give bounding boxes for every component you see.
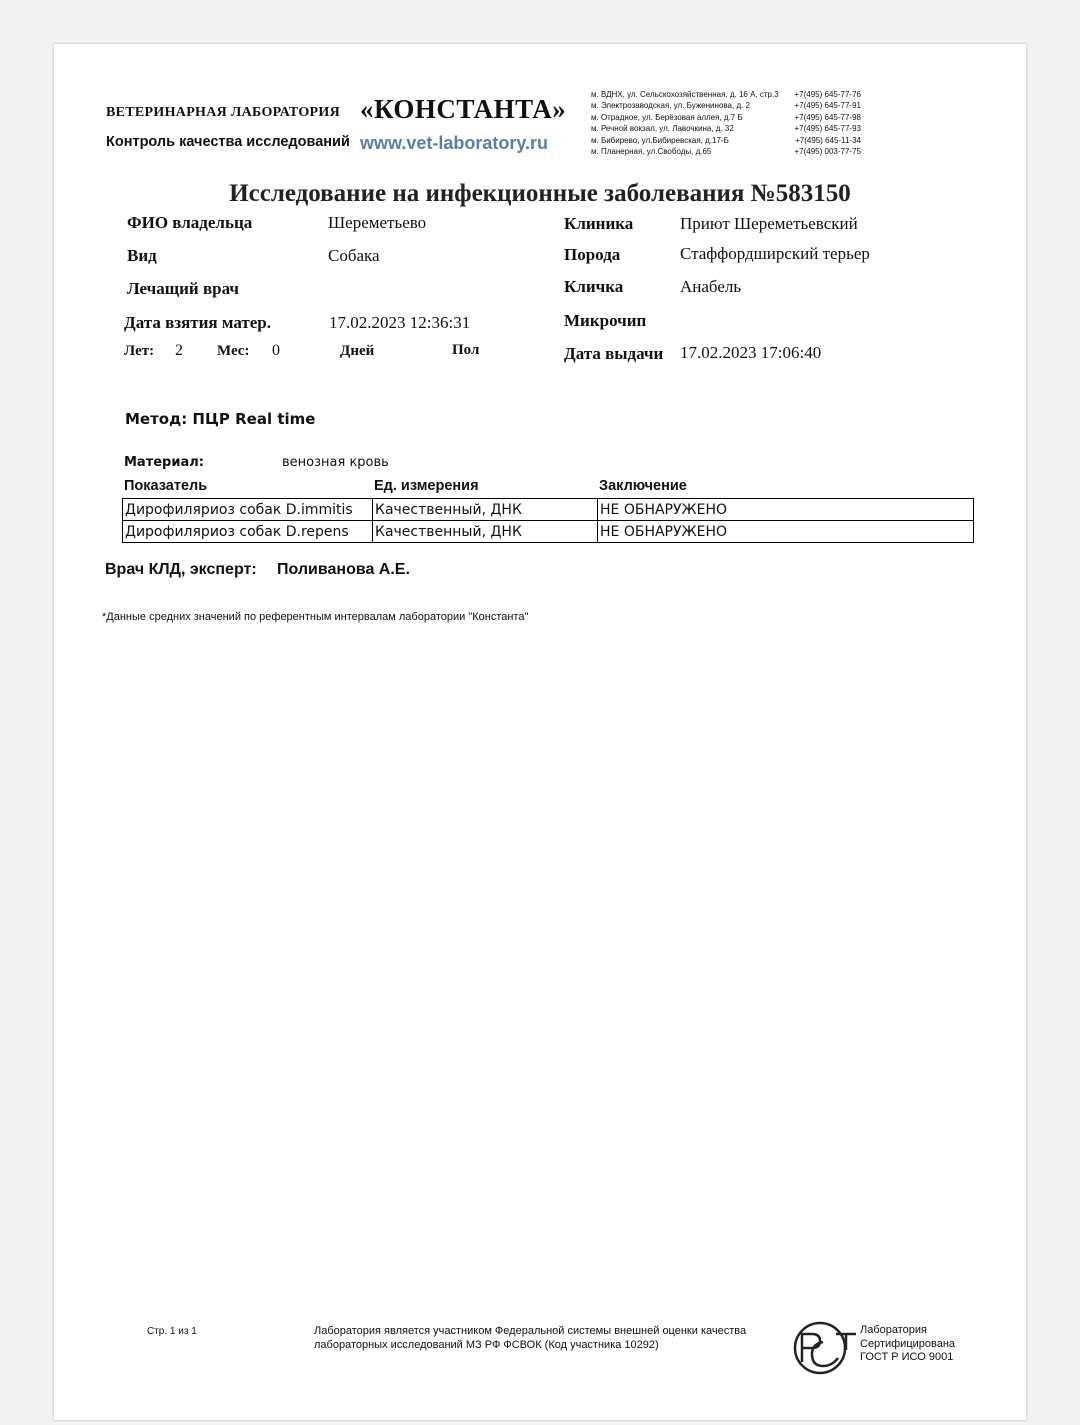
breed-label: Порода [564,245,621,264]
material-value: венозная кровь [282,455,389,470]
branch-item [591,146,861,157]
indicator-cell: Дирофиляриоз собак D.repens [123,521,373,543]
branch-address: м. Электрозаводская, ул. Буженинова, д. 2 [591,101,751,111]
column-header-unit: Ед. измерения [374,478,479,494]
column-header-conclusion: Заключение [599,478,687,494]
owner-label: ФИО владельца [127,213,253,232]
branch-address: м. Речной вокзал, ул. Лавочкина, д. 32 [591,124,734,134]
rst-certification-logo-icon [792,1320,860,1376]
branch-phone: +7(495) 645-77-76 [794,90,861,99]
branch-phone: +7(495) 645-11-34 [795,135,861,145]
lab-website: www.vet-laboratory.ru [360,133,549,153]
method-text: Метод: ПЦР Real time [125,410,316,428]
branch-phone: +7(495) 645-77-93 [794,124,861,134]
branch-phone: +7(495) 645-77-91 [794,101,861,111]
unit-cell: Качественный, ДНК [373,499,598,521]
table-row [123,521,974,543]
branch-phone: +7(495) 645-77-98 [794,112,861,122]
material-label: Материал: [124,455,204,470]
pet-name-label: Кличка [564,277,624,296]
unit-cell: Качественный, ДНК [373,521,598,543]
doctor-name: Поливанова А.Е. [277,561,410,578]
cert-line: Сертифицирована [860,1337,956,1350]
cert-line: ГОСТ Р ИСО 9001 [860,1351,954,1363]
issue-date-value: 17.02.2023 17:06:40 [680,343,822,362]
sample-date-value: 17.02.2023 12:36:31 [329,313,471,332]
document-title: Исследование на инфекционные заболевания №583150 [229,180,851,207]
indicator-cell: Дирофиляриоз собак D.immitis [123,499,373,521]
owner-value: Шереметьево [328,213,427,232]
lab-label: ВЕТЕРИНАРНАЯ ЛАБОРАТОРИЯ [106,105,340,120]
report-page [54,44,1026,1420]
branch-address: м. Отрадное, ул. Берёзовая аллея, д.7 Б [591,112,743,122]
branch-address: м. ВДНХ, ул. Сельскохозяйственная, д. 16 А, стр.3 [591,90,779,99]
days-label: Дней [340,343,375,359]
conclusion-cell: НЕ ОБНАРУЖЕНО [598,499,974,521]
column-header-indicator: Показатель [124,478,208,494]
issue-date-label: Дата выдачи [564,344,664,363]
clinic-value: Приют Шереметьевский [680,214,858,233]
page-number: Стр. 1 из 1 [147,1326,197,1337]
fsvok-notice: Лаборатория является участником Федеральной системы внешней оценки качества лабораторных исследований МЗ РФ ФСВОК (Код участника 10292) [314,1325,747,1351]
pet-name-value: Анабель [680,277,742,296]
months-value: 0 [272,342,280,359]
conclusion-cell: НЕ ОБНАРУЖЕНО [598,521,974,543]
cert-line: Лаборатория [860,1324,927,1336]
branch-item [591,135,861,146]
branch-item [591,89,861,100]
branch-phone: +7(495) 003-77-75 [794,146,861,156]
species-label: Вид [127,246,157,265]
sex-label: Пол [452,342,480,358]
years-value: 2 [175,342,183,359]
results-table [122,498,974,543]
clinic-label: Клиника [564,214,634,233]
branch-address: м. Планерная, ул.Свободы, д.65 [591,146,712,156]
doctor-label: Врач КЛД, эксперт: [105,561,257,578]
branch-list [591,89,861,157]
breed-value: Стаффордширский терьер [680,244,870,263]
lab-subtitle: Контроль качества исследований [106,134,350,150]
months-label: Мес: [217,343,250,359]
branch-item [591,100,861,111]
microchip-label: Микрочип [564,311,647,330]
certification-text [860,1324,955,1365]
vet-label: Лечащий врач [127,279,239,298]
footnote: *Данные средних значений по референтным интервалам лаборатории "Константа" [102,611,529,623]
years-label: Лет: [124,343,155,359]
sample-date-label: Дата взятия матер. [124,313,271,332]
lab-name: «КОНСТАНТА» [360,94,567,124]
table-row [123,499,974,521]
branch-item [591,123,861,134]
species-value: Собака [328,246,380,265]
branch-address: м. Бибирево, ул.Бибиревская, д.17-Б [591,135,729,145]
branch-item [591,112,861,123]
